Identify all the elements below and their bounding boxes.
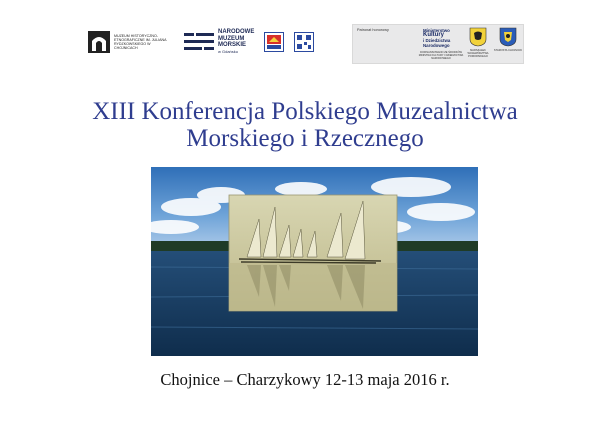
title-line1: XIII Konferencja Polskiego Muzealnictwa — [92, 98, 518, 125]
conference-title — [0, 98, 610, 152]
ministry-line3: i Dziedzictwa — [423, 38, 451, 43]
anniversary-badge-icon — [264, 32, 284, 52]
organizer-logos — [88, 26, 314, 58]
title-line2: Morskiego i Rzecznego — [186, 125, 424, 152]
starosta-caption: STAROSTA CHOJNICKI — [493, 49, 523, 52]
pomorskie-crest-icon — [469, 27, 487, 47]
nmm-line1: NARODOWE — [218, 29, 255, 35]
sponsor-label: Patronat honorowy — [357, 28, 389, 32]
ministry-logo — [423, 28, 463, 48]
national-maritime-museum-logo — [184, 29, 254, 55]
qr-pattern-icon — [294, 32, 314, 52]
museum-chojnice-name: MUZEUM HISTORYCZNO-ETNOGRAFICZNE IM. JULIANA RYDZKOWSKIEGO W CHOJNICACH — [114, 33, 167, 51]
national-maritime-museum-name — [218, 29, 254, 55]
nmm-line2: MUZEUM — [218, 35, 245, 42]
sponsor-panel — [352, 24, 524, 64]
nmm-line4: w Gdańsku — [218, 48, 239, 54]
ministry-line2: Kultury — [423, 32, 444, 38]
marshal-caption: MARSZAŁEK WOJEWÓDZTWA POMORSKIEGO — [467, 49, 489, 58]
event-date-location: Chojnice – Charzykowy 12-13 maja 2016 r. — [160, 370, 450, 389]
lake-iceboats-photo — [151, 167, 478, 356]
ministry-funding-note: DOFINANSOWANO ZE ŚRODKÓW MINISTRA KULTURY I DZIEDZICTWA NARODOWEGO — [418, 51, 464, 60]
ministry-line1: Ministerstwo — [423, 28, 450, 33]
nmm-line3: MORSKIE — [218, 42, 247, 48]
chojnice-county-crest-icon — [499, 27, 517, 47]
museum-chojnice-logo — [88, 31, 174, 53]
wave-stripes-icon — [184, 32, 214, 52]
arch-icon — [88, 31, 110, 53]
ministry-line4: Narodowego — [423, 43, 450, 48]
